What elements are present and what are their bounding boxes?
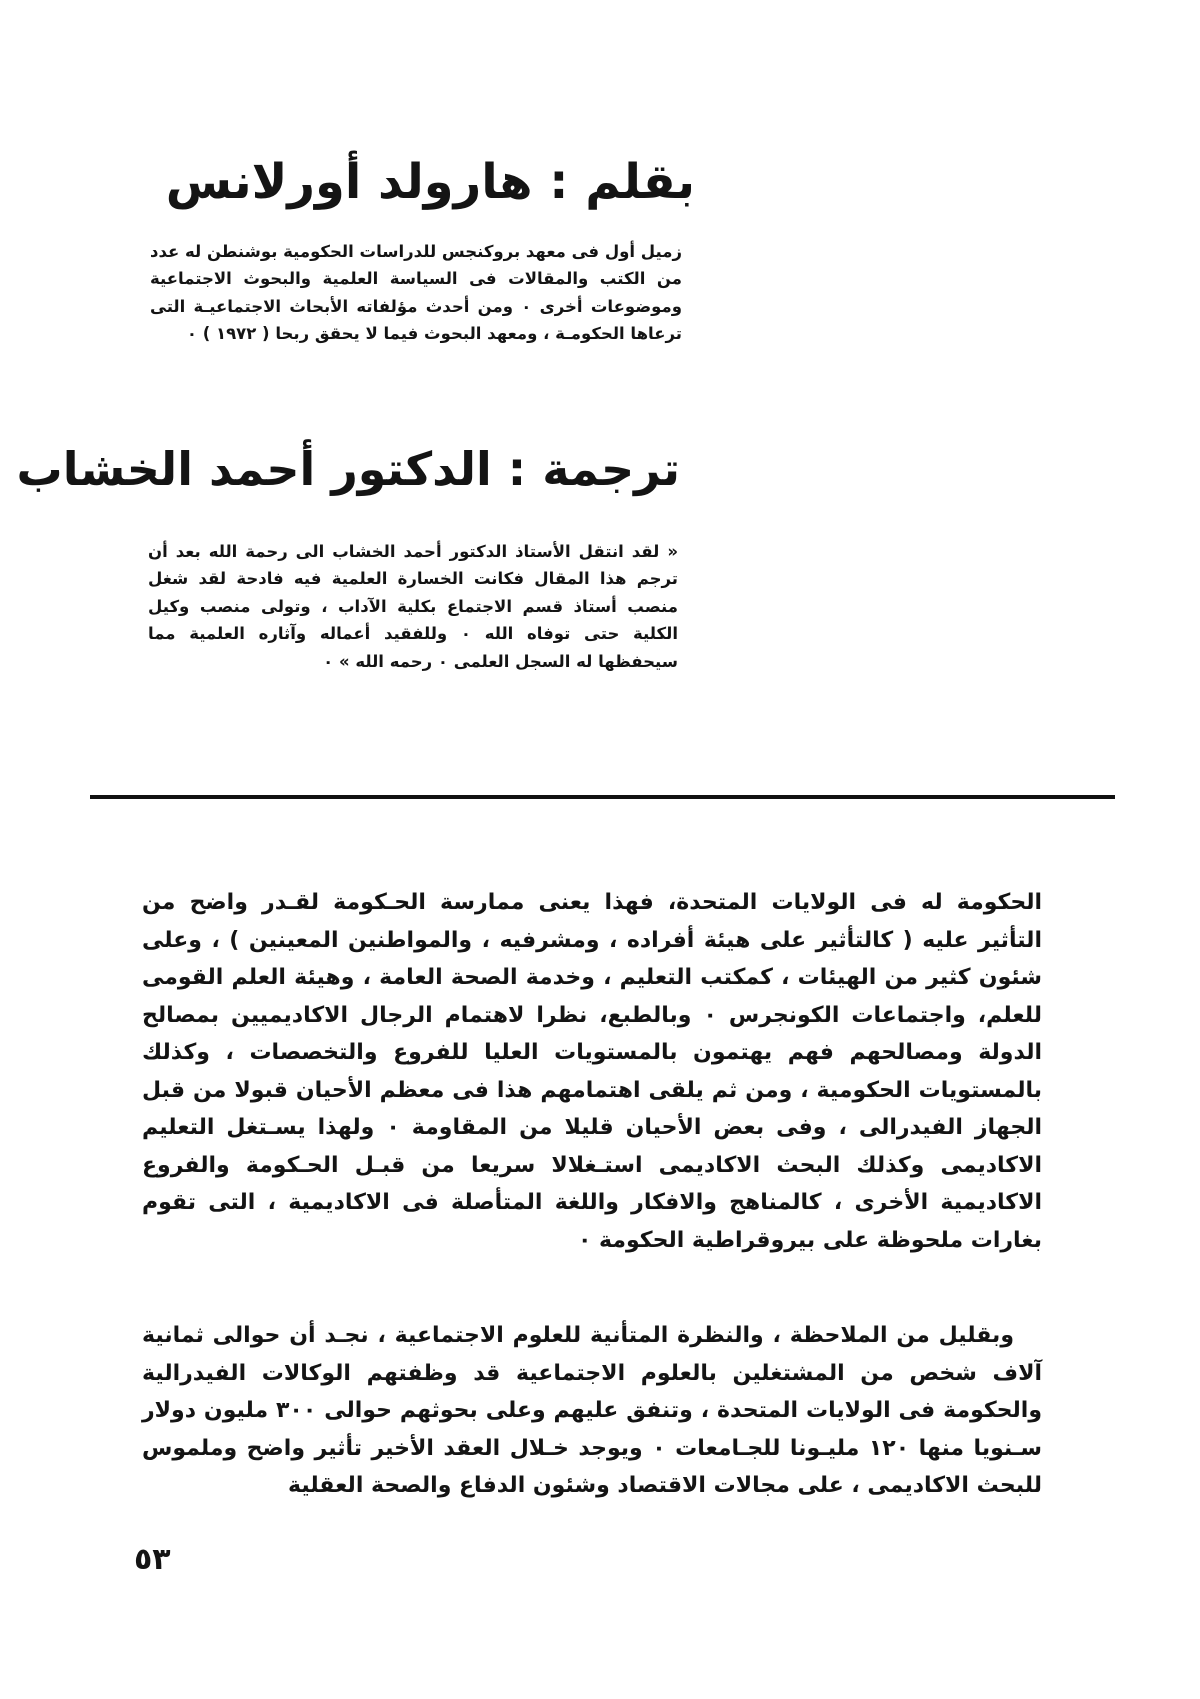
- translator-memorial-note: « لقد انتقل الأستاذ الدكتور أحمد الخشاب الى رحمة الله بعد أن ترجم هذا المقال فكانت الخسارة العلمية فيه فادحة لقد شغل منصب أستاذ قسم الاجتماع بكلية الآداب ، وتولى منصب وكيل الكلية حتى توفاه الله ٠ وللفقيد أعماله وآثاره العلمية مما سيحفظها له السجل العلمى ٠ رحمه الله » ٠: [148, 542, 678, 671]
- section-divider: [90, 795, 1115, 799]
- translator-heading: ترجمة : الدكتور أحمد الخشاب: [16, 442, 680, 496]
- article-paragraph-2: وبقليل من الملاحظة ، والنظرة المتأنية للعلوم الاجتماعية ، نجـد أن حوالى ثمانية آلاف شخص من المشتغلين بالعلوم الاجتماعية قد وظفتهم الوكالات الفيدرالية والحكومة فى الولايات المتحدة ، وتنفق عليهم وعلى بحوثهم حوالى ٣٠٠ مليون دولار سـنويا منها ١٢٠ مليـونا للجـامعات ٠ ويوجد خـلال العقد الأخير تأثير واضح وملموس للبحث الاكاديمى ، على مجالات الاقتصاد وشئون الدفاع والصحة العقلية: [142, 1323, 1043, 1498]
- page-number: ٥٣: [134, 1542, 171, 1577]
- article-paragraph-1: الحكومة له فى الولايات المتحدة، فهذا يعنى ممارسة الحـكومة لقـدر واضح من التأثير عليه ( كالتأثير على هيئة أفراده ، ومشرفيه ، والمواطنين المعينين ) ، وعلى شئون كثير من الهيئات ، كمكتب التعليم ، وخدمة الصحة العامة ، وهيئة العلم القومى للعلم، واجتماعات الكونجرس ٠ وبالطبع، نظرا لاهتمام الرجال الاكاديميين بمصالح الدولة ومصالحهم فهم يهتمون بالمستويات العليا للفروع والتخصصات ، وكذلك بالمستويات الحكومية ، ومن ثم يلقى اهتمامهم هذا فى معظم الأحيان قبولا من قبل الجهاز الفيدرالى ، وفى بعض الأحيان قليلا من المقاومة ٠ ولهذا يسـتغل التعليم الاكاديمى وكذلك البحث الاكاديمى استـغلالا سريعا من قبـل الحـكومة والفروع الاكاديمية الأخرى ، كالمناهج والافكار واللغة المتأصلة فى الاكاديمية ، التى تقوم بغارات ملحوظة على بيروقراطية الحكومة ٠: [142, 890, 1043, 1253]
- author-heading: بقلم : هارولد أورلانس: [165, 154, 695, 210]
- author-bio: زميل أول فى معهد بروكنجس للدراسات الحكومية بوشنطن له عدد من الكتب والمقالات فى السياسة العلمية والبحوث الاجتماعية وموضوعات أخرى ٠ ومن أحدث مؤلفاته الأبحاث الاجتماعيـة التى ترعاها الحكومـة ، ومعهد البحوث فيما لا يحقق ربحا ( ١٩٧٢ ) ٠: [150, 242, 682, 344]
